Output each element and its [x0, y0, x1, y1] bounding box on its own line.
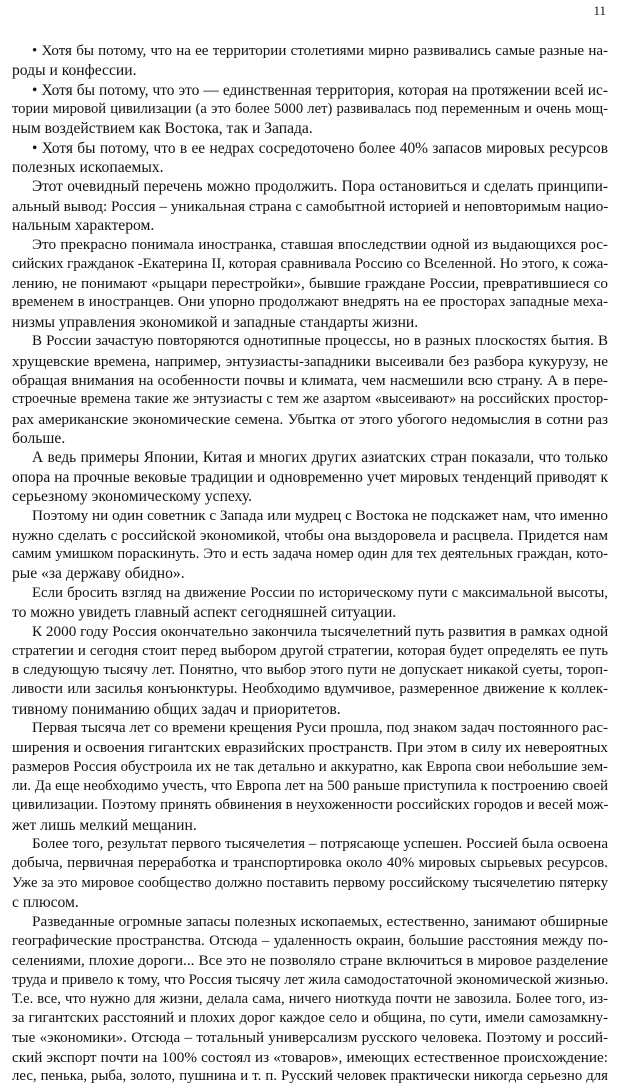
- text-line: жет лишь мелкий мещанин.: [12, 816, 197, 834]
- text-line: Т.е. все, что нужно для жизни, делала сама, ничего ниоткуда почти не завозила. Более того, из-: [12, 990, 608, 1007]
- text-line: стратегии и сегодня стоит перед выбором другой стратегии, которая будет определять ее путь: [12, 642, 608, 659]
- text-line: за гигантских расстояний и плохих дорог каждое село и община, по сути, имели самозамкну-: [12, 1010, 608, 1027]
- text-line: добыча, первичная переработка и транспортировка около 40% мировых сырьевых ресурсов.: [12, 855, 608, 872]
- text-line: Поэтому ни один советник с Запада или мудрец с Востока не подскажет нам, что именно: [32, 507, 608, 525]
- text-line: селениями, плохие дороги... Все это не позволяло стране включиться в мировое разделение: [12, 952, 608, 970]
- text-line: тые «экономики». Отсюда – тотальный универсализм русского человека. Поэтому и россий-: [12, 1029, 608, 1046]
- text-line: альный вывод: Россия – уникальная страна с самобытной историей и неповторимым нацио-: [12, 197, 609, 215]
- text-line: рах американские экономические семена. Убытка от этого убогого недомыслия в сотни раз: [12, 410, 608, 428]
- text-line: тории мировой цивилизации (а это более 5000 лет) развивалась под переменным и очень мощ-: [12, 101, 608, 118]
- text-line: • Хотя бы потому, что в ее недрах сосредоточено более 40% запасов мировых ресурсов: [32, 139, 608, 157]
- text-line: полезных ископаемых.: [12, 159, 164, 177]
- text-line: В России зачастую повторяются однотипные процессы, но в разных плоскостях бытия. В: [32, 333, 608, 350]
- text-line: хрущевские времена, например, энтузиасты-западники высеивали без разбора кукурузу, не: [12, 352, 608, 370]
- text-line: Уже за это мировое сообщество должно поставить первому российскому тысячелетию пятерку: [12, 874, 608, 891]
- text-line: нужно сделать с российской экономикой, чтобы она выздоровела и расцвела. Придется нам: [12, 526, 608, 544]
- text-line: больше.: [12, 429, 66, 447]
- text-line: обращая внимания на особенности почвы и климата, чем насмешили всю страну. А в пере-: [12, 371, 608, 389]
- text-line: Разведанные огромные запасы полезных ископаемых, естественно, занимают обширные: [32, 913, 608, 931]
- text-line: самим умишком пораскинуть. Это и есть задача номер один для тех деятельных граждан, кото-: [12, 545, 608, 562]
- text-line: А ведь примеры Японии, Китая и многих других азиатских стран показали, что только: [32, 449, 608, 467]
- text-line: ский экспорт почти на 100% состоял из «товаров», имеющих естественное происхождение:: [12, 1048, 608, 1066]
- text-line: географические пространства. Отсюда – удаленность окраин, большие расстояния между по-: [12, 932, 608, 949]
- text-line: то можно увидеть главный аспект сегодняшней ситуации.: [12, 603, 397, 621]
- text-line: ным воздействием как Востока, так и Запада.: [12, 120, 313, 138]
- text-line: лению, не понимают «рыцари перестройки», бывшие граждане России, превратившиеся со: [12, 275, 608, 293]
- text-line: Этот очевидный перечень можно продолжить. Пора остановиться и сделать принципи-: [32, 178, 608, 196]
- text-line: с плюсом.: [12, 894, 79, 912]
- text-line: труда и привело к тому, что Россия тысячу лет жила самодостаточной экономической жизнью.: [12, 971, 609, 988]
- text-line: ширения и освоения гигантских евразийских пространств. При этом в силу их невероятных: [12, 739, 608, 757]
- text-line: сийских гражданок -Екатерина II, которая сравнивала Россию со Вселенной. Но этого, к сожа-: [12, 255, 609, 272]
- text-line: лес, пенька, рыба, золото, пушнина и т. п. Русский человек практически никогда серьезно для: [12, 1068, 608, 1085]
- text-line: • Хотя бы потому, что это — единственная территория, которая на протяжении всей ис-: [32, 81, 608, 99]
- text-line: ливости или засилья конъюнктуры. Необходимо вдумчивое, размеренное движение к коллек-: [12, 681, 608, 698]
- text-line: низмы управления экономикой и западные стандарты жизни.: [12, 313, 419, 331]
- text-line: К 2000 году Россия окончательно закончила тысячелетний путь развития в рамках одной: [32, 623, 609, 641]
- text-line: размеров Россия обустроила их не так детально и аккуратно, как Европа свои небольшие зем-: [12, 758, 608, 775]
- text-line: • Хотя бы потому, что на ее территории столетиями мирно развивались самые разные на-: [32, 43, 608, 59]
- text-line: цивилизации. Поэтому принять обвинения в неухоженности российских городов и весей мож-: [12, 797, 609, 814]
- text-line: Если бросить взгляд на движение России по историческому пути с максимальной высоты,: [32, 584, 608, 601]
- text-line: Первая тысяча лет со времени крещения Руси прошла, под знаком задач постоянного рас-: [32, 720, 608, 737]
- page-number: 11: [593, 3, 606, 18]
- text-line: ли. Да еще необходимо учесть, что Европа лет на 500 раньше приступила к построению своей: [12, 778, 608, 795]
- text-line: серьезному экономическому успеху.: [12, 487, 252, 505]
- text-line: роды и конфессии.: [12, 62, 137, 80]
- text-line: Это прекрасно понимала иностранка, ставшая впоследствии одной из выдающихся рос-: [32, 236, 608, 254]
- text-line: опора на прочные вековые традиции и одновременно учет мировых тенденций приводят к: [12, 468, 608, 486]
- text-line: строечные времена такие же энтузиасты с тем же азартом «высеивают» на российских простор-: [12, 391, 608, 408]
- text-line: нальным характером.: [12, 217, 155, 235]
- text-line: рые «за державу обидно».: [12, 565, 185, 583]
- text-line: в следующую тысячу лет. Понятно, что выбор этого пути не допускает никакой суеты, тороп-: [12, 662, 608, 678]
- text-line: Более того, результат первого тысячелетия – потрясающе успешен. Россией была освоена: [32, 836, 608, 853]
- text-line: временем в иностранцев. Они упорно продолжают внедрять на ее просторах западные меха-: [12, 294, 608, 311]
- text-line: тивному пониманию общих задач и приоритетов.: [12, 700, 341, 718]
- body-text: [12, 42, 608, 1087]
